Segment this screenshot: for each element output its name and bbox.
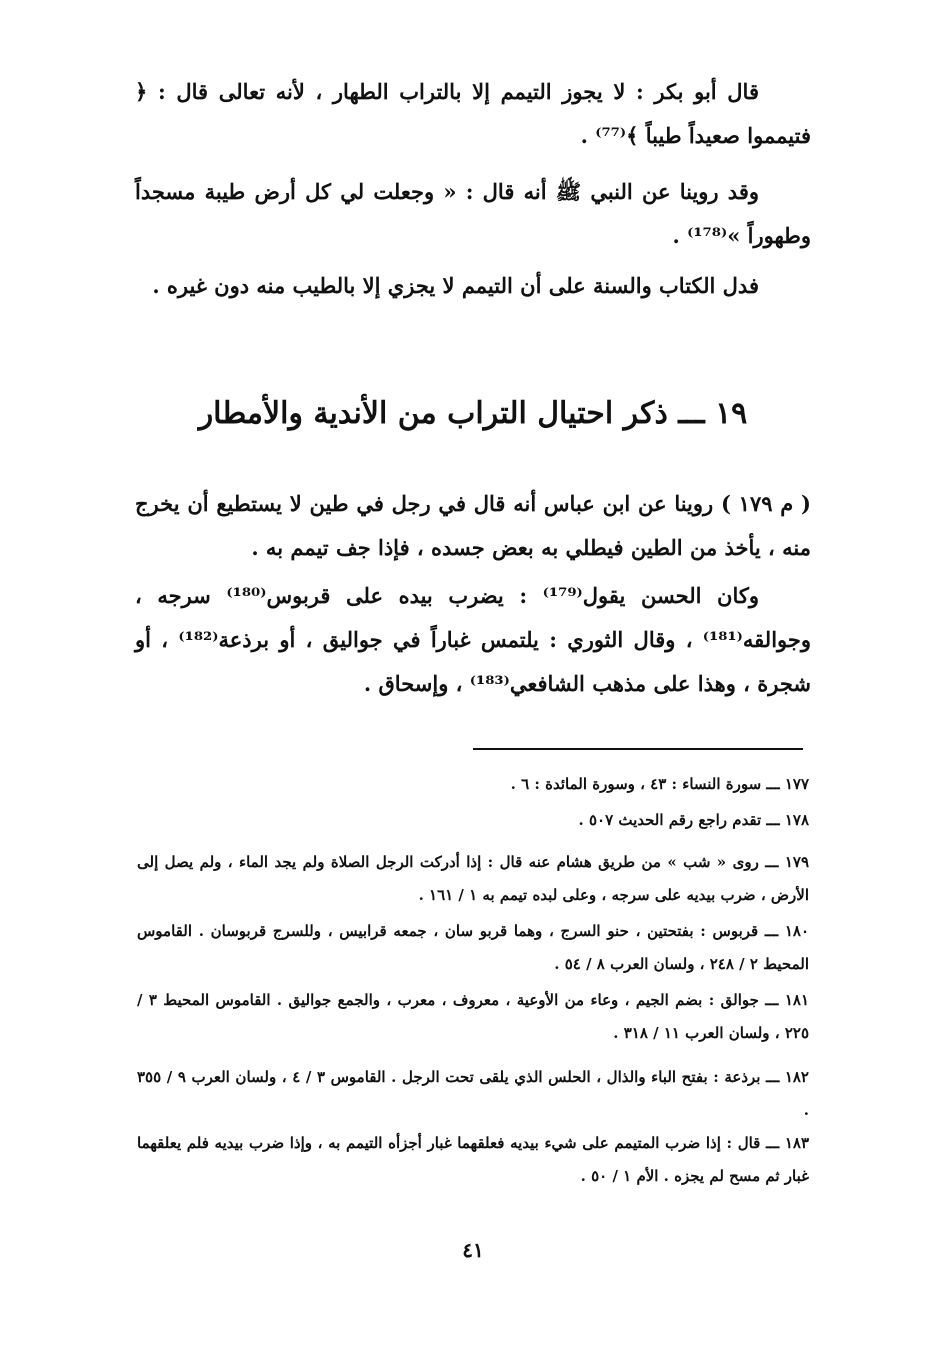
footnote-179: ١٧٩ ـــ روى « شب » من طريق هشام عنه قال : إذا أدركت الرجل الصلاة ولم يجد الماء ، ولم يصل إلى الأرض ، ضرب بيديه على سرجه ، وعلى لبده تيمم به ١ / ١٦١ .: [137, 853, 809, 904]
paragraph-abu-bakr: قال أبو بكر : لا يجوز التيمم إلا بالتراب الطهار ، لأنه تعالى قال : ﴿ فتيمموا صعيداً طيباً ﴾⁽⁷⁷⁾ .: [135, 79, 811, 148]
paragraph-conclusion: فدل الكتاب والسنة على أن التيمم لا يجزي إلا بالطيب منه دون غيره .: [152, 273, 759, 298]
footnote-181: ١٨١ ـــ جوالق : بضم الجيم ، وعاء من الأوعية ، معروف ، معرب ، والجمع جواليق . القاموس المحيط ٣ / ٢٢٥ ، ولسان العرب ١١ / ٣١٨ .: [137, 991, 810, 1042]
paragraph-hadith: وقد روينا عن النبي ﷺ أنه قال : « وجعلت لي كل أرض طيبة مسجداً وطهوراً »⁽¹⁷⁸⁾ .: [135, 179, 811, 248]
footnote-182: ١٨٢ ـــ برذعة : بفتح الباء والذال ، الحلس الذي يلقى تحت الرجل . القاموس ٣ / ٤ ، ولسان العرب ٩ / ٣٥٥ .: [137, 1068, 809, 1119]
footnote-divider: [473, 748, 803, 750]
paragraph-al-hasan: وكان الحسن يقول⁽¹⁷⁹⁾ : يضرب بيده على قربوس⁽¹⁸⁰⁾ سرجه ، وجوالقه⁽¹⁸¹⁾ ، وقال الثوري : يلتمس غباراً في جواليق ، أو برذعة⁽¹⁸²⁾ ، أو شجرة ، وهذا على مذهب الشافعي⁽¹⁸³⁾ ، وإسحاق .: [135, 583, 811, 696]
footnote-177: ١٧٧ ـــ سورة النساء : ٤٣ ، وسورة المائدة : ٦ .: [510, 775, 809, 793]
footnote-183: ١٨٣ ـــ قال : إذا ضرب المتيمم على شيء بيديه فعلقهما غبار أجزأه التيمم به ، وإذا ضرب بيديه فلم يعلقهما غبار ثم مسح لم يجزه . الأم ١ / ٥٠ .: [137, 1134, 810, 1185]
page-number: ٤١: [462, 1238, 484, 1262]
footnote-180: ١٨٠ ـــ قربوس : بفتحتين ، حنو السرج ، وهما قربو سان ، جمعه قرابيس ، وللسرج قربوسان . القاموس المحيط ٢ / ٢٤٨ ، ولسان العرب ٨ / ٥٤ .: [137, 922, 809, 973]
section-heading: ١٩ ـــ ذكر احتيال التراب من الأندية والأمطار: [198, 396, 748, 431]
footnote-178: ١٧٨ ـــ تقدم راجع رقم الحديث ٥٠٧ .: [578, 811, 809, 829]
paragraph-ibn-abbas: ( م ١٧٩ ) روينا عن ابن عباس أنه قال في رجل في طين لا يستطيع أن يخرج منه ، يأخذ من الطين فيطلي به بعض جسده ، فإذا جف تيمم به .: [135, 491, 811, 560]
